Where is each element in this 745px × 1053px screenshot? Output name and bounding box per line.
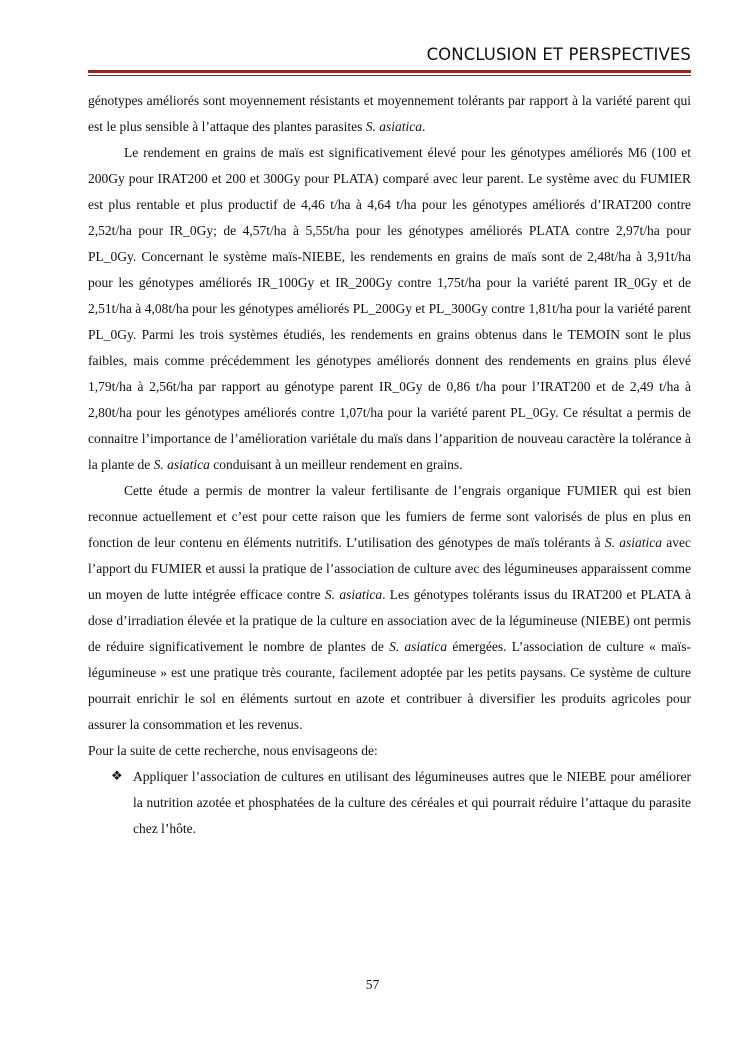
species-name: S. asiatica (153, 457, 210, 472)
text-run: avec l’apport du FUMIER et aussi la pratique de l’association de culture avec des légumineuses apparaissent comme un moyen de lutte intégrée efficace contre (88, 535, 691, 602)
text-run: génotypes améliorés sont moyennement résistants et moyennement tolérants par rapport à la variété parent qui est le plus sensible à l’attaque des plantes parasites (88, 93, 691, 134)
text-run: conduisant à un meilleur rendement en grains. (209, 457, 463, 472)
header-rule-thin (88, 75, 691, 76)
paragraph-yield-results (88, 140, 691, 478)
text-run: Cette étude a permis de montrer la valeur fertilisante de l’engrais organique FUMIER qui est bien reconnue actuellement et c’est pour cette raison que les fumiers de ferme sont valorisés de plus en plus en fonction de leur contenu en éléments nutritifs. L’utilisation des génotypes de maïs tolérants à (88, 483, 691, 550)
paragraph-fertilizer-study (88, 478, 691, 738)
page-number: 57 (365, 977, 380, 992)
species-name: S. asiatica (604, 535, 663, 550)
paragraph-perspectives-intro (88, 738, 691, 764)
diamond-bullet-icon: ❖ (111, 769, 123, 784)
list-item (88, 764, 691, 842)
species-name: S. asiatica (324, 587, 383, 602)
body-content (88, 88, 691, 842)
species-name: S. asiatica (389, 639, 448, 654)
text-run: émergées. L’association de culture « maïs-légumineuse » est une pratique très courante, facilement adoptée par les petits paysans. Ce système de culture pourrait enrichir le sol en éléments surtout en azote et contribuer à diversifier les produits agricoles pour assurer la consommation et les revenus. (88, 639, 691, 732)
text-run: Le rendement en grains de maïs est significativement élevé pour les génotypes améliorés M6 (100 et 200Gy pour IRAT200 et 200 et 300Gy pour PLATA) comparé avec leur parent. Le système avec du FUMIER est plus rentable et plus productif de 4,46 t/ha à 4,64 t/ha pour les génotypes améliorés d’IRAT200 contre 2,52t/ha pour IR_0Gy; de 4,57t/ha à 5,55t/ha pour les génotypes améliorés PLATA contre 2,97t/ha pour PL_0Gy. Concernant le système maïs-NIEBE, les rendements en grains de maïs sont de 2,48t/ha à 3,91t/ha pour les génotypes améliorés IR_100Gy et IR_200Gy contre 1,75t/ha pour la variété parent IR_0Gy et de 2,51t/ha à 4,08t/ha pour les génotypes améliorés PL_200Gy et PL_300Gy contre 1,81t/ha pour la variété parent PL_0Gy. Parmi les trois systèmes étudiés, les rendements en grains obtenus dans le TEMOIN sont le plus faibles, mais comme précédemment les génotypes améliorés donnent des rendements en grains plus élevé 1,79t/ha à 2,56t/ha par rapport au génotype parent IR_0Gy de 0,86 t/ha pour l’IRAT200 et de 2,49 t/ha à 2,80t/ha pour les génotypes améliorés contre 1,07t/ha pour la variété parent PL_0Gy. Ce résultat a permis de connaitre l’importance de l’amélioration variétale du maïs dans l’apparition de nouveau caractère la tolérance à la plante de (88, 145, 691, 472)
header-rule-thick (88, 70, 691, 73)
list-item-text: Appliquer l’association de cultures en utilisant des légumineuses autres que le NIEBE pour améliorer la nutrition azotée et phosphatées de la culture des céréales et qui pourrait réduire l’attaque du parasite chez l’hôte. (133, 769, 691, 836)
species-name: S. asiatica (365, 119, 423, 134)
header-title: CONCLUSION ET PERSPECTIVES (426, 45, 691, 64)
text-run: Pour la suite de cette recherche, nous envisageons de: (88, 743, 378, 758)
text-run: . (422, 119, 426, 134)
text-run: . Les génotypes tolérants issus du IRAT200 et PLATA à dose d’irradiation élevée et la pratique de la culture en association avec de la légumineuse (NIEBE) ont permis de réduire significativement le nombre de plantes de (88, 587, 692, 654)
paragraph-continuation (88, 88, 691, 140)
perspectives-list (88, 764, 691, 842)
